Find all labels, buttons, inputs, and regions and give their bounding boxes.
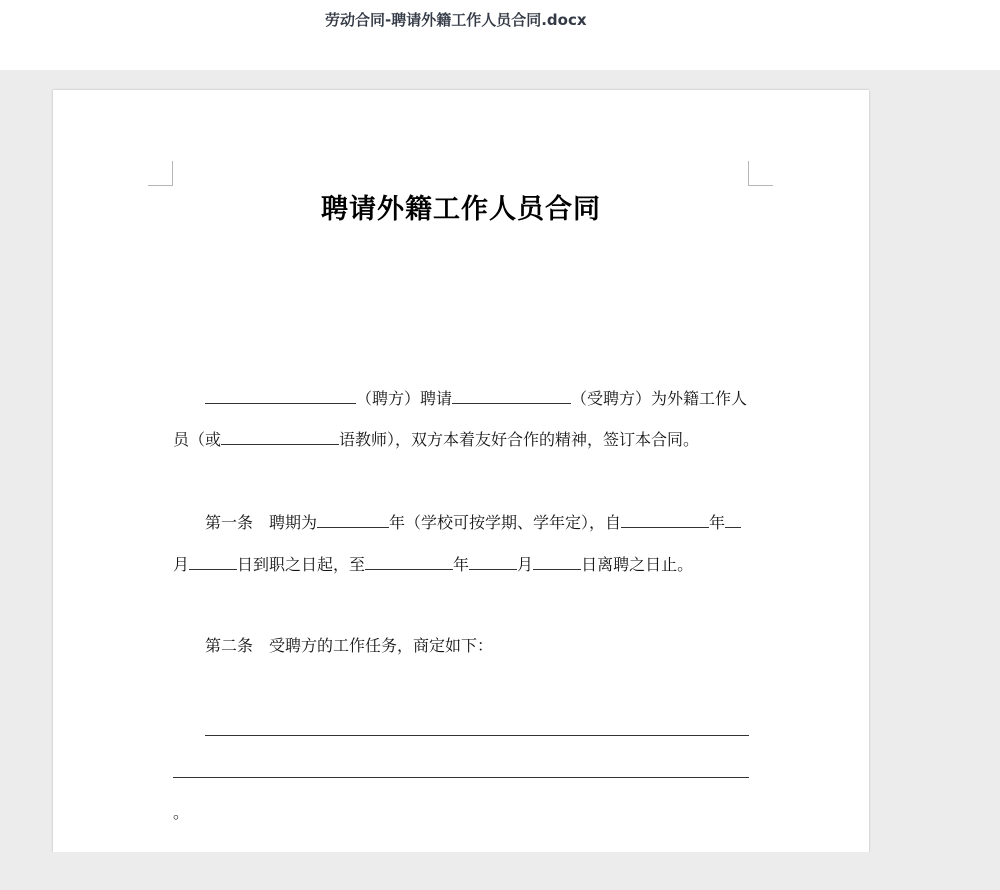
article1-text1: 聘期为 (269, 513, 318, 532)
blank-field (533, 553, 581, 570)
article2-text: 受聘方的工作任务，商定如下： (269, 636, 494, 655)
article1-label: 第一条 (205, 513, 254, 532)
article1-text2: 年（学校可按学期、学年定），自 (389, 513, 622, 532)
article1-text7: 月 (517, 555, 534, 574)
article1-text8: 日离聘之日止。 (581, 555, 694, 574)
article1-text4: 月 (173, 555, 190, 574)
para1-text1: （聘方）聘请 (356, 389, 453, 408)
article1-text5: 日到职之日起，至 (237, 555, 366, 574)
blank-field (469, 553, 517, 570)
article1-line2 (173, 553, 693, 575)
blank-field (317, 511, 389, 528)
para1-text2: （受聘方）为外籍工作人 (571, 389, 748, 408)
article1-text6: 年 (453, 555, 470, 574)
blank-field (189, 553, 237, 570)
para1-text3: 员（或 (173, 430, 222, 449)
blank-rule (205, 735, 749, 736)
article2-label: 第二条 (205, 636, 254, 655)
document-filename: 劳动合同-聘请外籍工作人员合同.docx (325, 11, 587, 29)
document-page (53, 90, 869, 852)
crop-mark-top-left (148, 161, 173, 186)
crop-mark-top-right (748, 161, 773, 186)
blank-field (221, 428, 339, 445)
closing-mark: 。 (173, 803, 190, 822)
article1-line1 (205, 511, 741, 533)
blank-field (205, 387, 356, 404)
blank-field (725, 511, 741, 528)
viewer-bottom-area (0, 852, 1000, 890)
para1-text4: 语教师），双方本着友好合作的精神，签订本合同。 (339, 430, 700, 449)
article2-line (205, 636, 493, 656)
article1-text3: 年 (709, 513, 726, 532)
blank-field (621, 511, 709, 528)
para1-line1 (205, 387, 747, 409)
document-heading: 聘请外籍工作人员合同 (321, 194, 601, 225)
title-bar (0, 0, 1000, 70)
blank-field (452, 387, 571, 404)
blank-rule (173, 777, 749, 778)
para1-line2 (173, 428, 699, 450)
blank-field (365, 553, 453, 570)
